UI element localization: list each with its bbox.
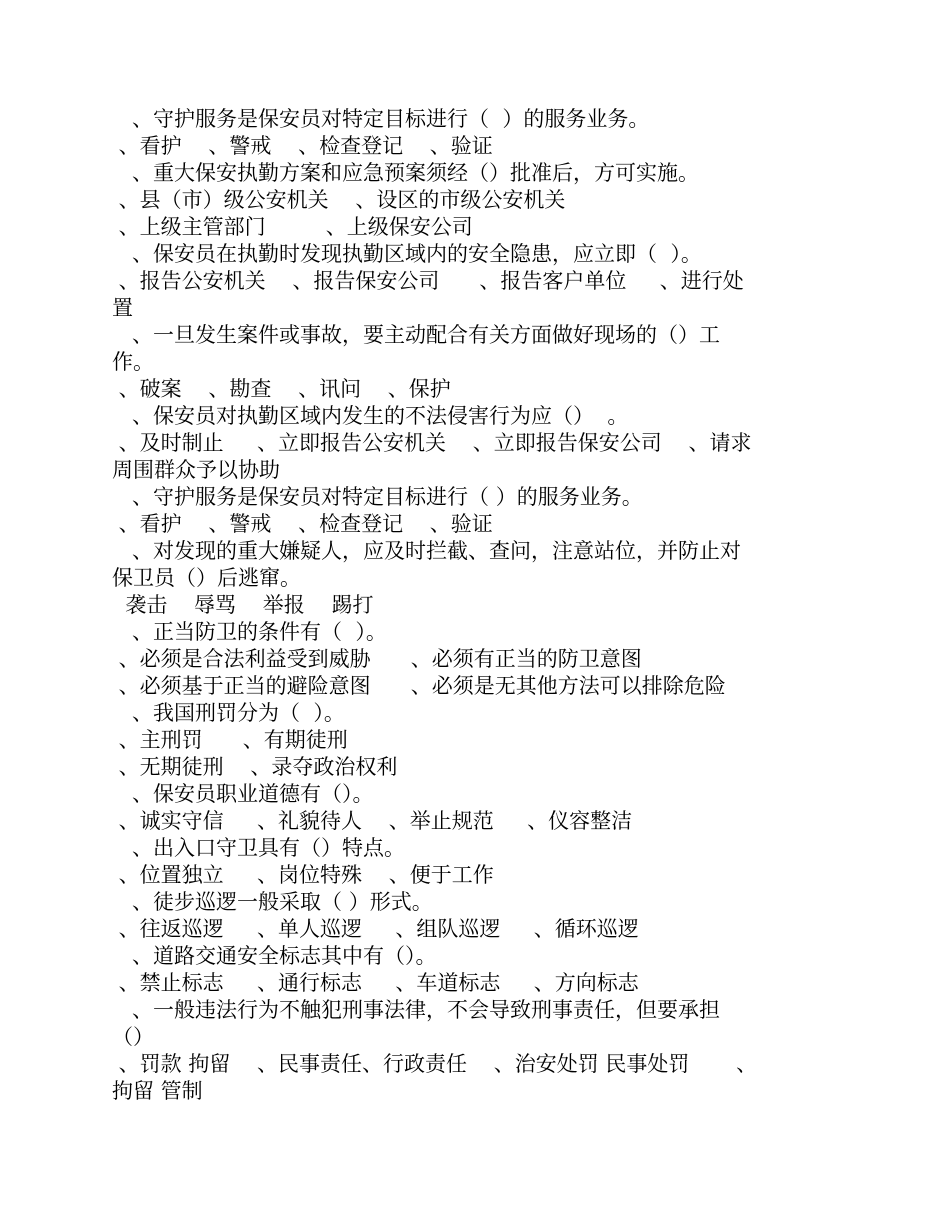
- question-line: 、保安员在执勤时发现执勤区域内的安全隐患，应立即（ ）。: [112, 242, 702, 266]
- question-line: 、一般违法行为不触犯刑事法律，不会导致刑事责任，但要承担: [112, 998, 721, 1022]
- options-line: 、破案 、勘查 、讯问 、保护: [112, 377, 451, 401]
- question-line: 、徒步巡逻一般采取（ ）形式。: [112, 890, 433, 914]
- options-line: 袭击 辱骂 举报 踢打: [112, 593, 374, 617]
- question-line: 、正当防卫的条件有（ ）。: [112, 620, 387, 644]
- options-line: 置: [112, 296, 133, 320]
- question-line: 、我国刑罚分为（ ）。: [112, 701, 345, 725]
- question-line: 保卫员（）后逃窜。: [112, 566, 301, 590]
- options-line: 、必须基于正当的避险意图 、必须是无其他方法可以排除危险: [112, 674, 726, 698]
- question-line: 作。: [112, 350, 154, 374]
- options-line: 、罚款 拘留 、民事责任、行政责任 、治安处罚 民事处罚 、: [112, 1052, 758, 1076]
- question-line: 、保安员职业道德有（）。: [112, 782, 374, 806]
- options-line: 、上级主管部门 、上级保安公司: [112, 215, 473, 239]
- question-line: 、重大保安执勤方案和应急预案须经（）批准后，方可实施。: [112, 161, 700, 185]
- options-line: 、报告公安机关 、报告保安公司 、报告客户单位 、进行处: [112, 269, 744, 293]
- options-line: 、禁止标志 、通行标志 、车道标志 、方向标志: [112, 971, 639, 995]
- options-line: 、位置独立 、岗位特殊 、便于工作: [112, 863, 494, 887]
- options-line: 、及时制止 、立即报告公安机关 、立即报告保安公司 、请求: [112, 431, 752, 455]
- options-line: 、看护 、警戒 、检查登记 、验证: [112, 134, 493, 158]
- question-line: 、对发现的重大嫌疑人，应及时拦截、查问，注意站位，并防止对: [112, 539, 742, 563]
- options-line: 、看护 、警戒 、检查登记 、验证: [112, 512, 493, 536]
- options-line: 拘留 管制: [112, 1079, 203, 1103]
- options-line: 周围群众予以协助: [112, 458, 280, 482]
- question-line: 、道路交通安全标志其中有（）。: [112, 944, 437, 968]
- question-line: 、保安员对执勤区域内发生的不法侵害行为应（） 。: [112, 404, 629, 428]
- question-line: （）: [112, 1025, 154, 1049]
- options-line: 、往返巡逻 、单人巡逻 、组队巡逻 、循环巡逻: [112, 917, 639, 941]
- options-line: 、县（市）级公安机关 、设区的市级公安机关: [112, 188, 566, 212]
- options-line: 、无期徒刑 、录夺政治权利: [112, 755, 398, 779]
- question-line: 、一旦发生案件或事故，要主动配合有关方面做好现场的（）工: [112, 323, 721, 347]
- question-line: 、守护服务是保安员对特定目标进行（ ）的服务业务。: [112, 107, 650, 131]
- question-line: 、守护服务是保安员对特定目标进行（ ）的服务业务。: [112, 485, 643, 509]
- question-line: 、出入口守卫具有（）特点。: [112, 836, 406, 860]
- options-line: 、诚实守信 、礼貌待人 、举止规范 、仪容整洁: [112, 809, 633, 833]
- options-line: 、主刑罚 、有期徒刑: [112, 728, 348, 752]
- options-line: 、必须是合法利益受到威胁 、必须有正当的防卫意图: [112, 647, 642, 671]
